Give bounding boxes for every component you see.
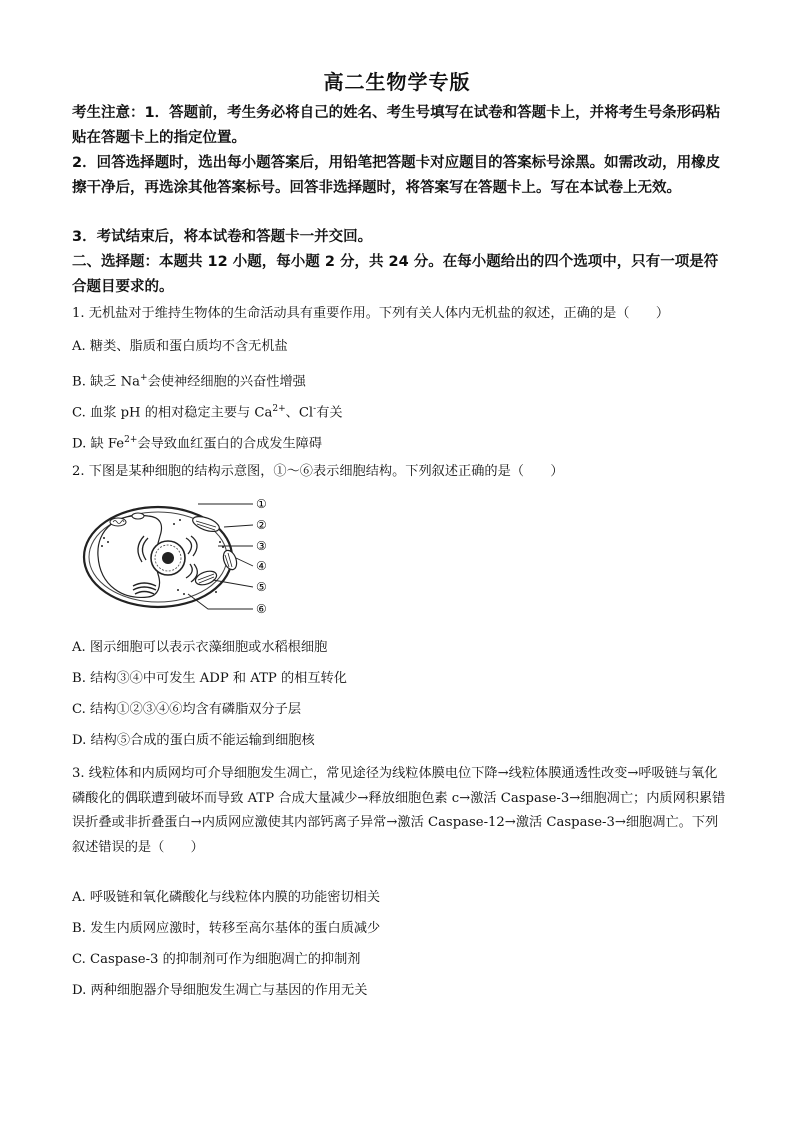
q1-option-d: D. 缺 $Fe^{2+}$会导致血红蛋白的合成发生障碍 <box>72 435 323 452</box>
q2-option-c: C. 结构①②③④⑥均含有磷脂双分子层 <box>72 702 302 717</box>
nucleolus <box>162 552 174 564</box>
label-4: ④ <box>256 559 267 573</box>
label-5: ⑤ <box>256 580 267 594</box>
notice-3: 3．考试结束后，将本试卷和答题卡一并交回。 <box>72 229 373 245</box>
page-title: 高二生物学专版 <box>323 70 471 94</box>
label-6: ⑥ <box>256 602 267 616</box>
q3-option-a: A. 呼吸链和氧化磷酸化与线粒体内膜的功能密切相关 <box>72 890 381 905</box>
label-2: ② <box>256 518 267 532</box>
chloroplast-top <box>191 514 221 535</box>
q3-option-d: D. 两种细胞器介导细胞发生凋亡与基因的作用无关 <box>72 983 368 998</box>
q1-option-c: C. 血浆 pH 的相对稳定主要与 $Ca^{2+}$、Cl-有关 <box>72 404 343 421</box>
q3-option-b: B. 发生内质网应激时，转移至高尔基体的蛋白质减少 <box>72 921 381 936</box>
notice-2: 2．回答选择题时，选出每小题答案后，用铅笔把答题卡对应题目的答案标号涂黑。如需改动，用橡皮擦干净后，再选涂其他答案标号。回答非选择题时，将答案写在答题卡上。写在本试卷上无效。 <box>72 155 721 196</box>
question-3-stem: 3. 线粒体和内质网均可介导细胞发生凋亡，常见途径为线粒体膜电位下降→线粒体膜通透性改变→呼吸链与氧化磷酸化的偶联遭到破坏而导致 ATP 合成大量减少→释放细胞色素 c→激活 Caspase-3→细胞凋亡；内质网积累错误折叠或非折叠蛋白→内质网应激使其内部钙离子异常→激活 Caspase-12→激活 Caspase-3→细胞凋亡。下列叙述错误的是（ ） <box>72 766 726 855</box>
cell-structure-diagram <box>78 494 278 622</box>
q3-option-c: C. Caspase-3 的抑制剂可作为细胞凋亡的抑制剂 <box>72 952 361 967</box>
section-heading: 二、选择题：本题共 12 小题，每小题 2 分，共 24 分。在每小题给出的四个选项中，只有一项是符合题目要求的。 <box>72 254 719 295</box>
mitochondrion-small <box>132 513 144 519</box>
question-1-stem: 1. 无机盐对于维持生物体的生命活动具有重要作用。下列有关人体内无机盐的叙述，正确的是（ ） <box>72 306 670 321</box>
q2-option-b: B. 结构③④中可发生 ADP 和 ATP 的相互转化 <box>72 671 347 686</box>
q2-option-a: A. 图示细胞可以表示衣藻细胞或水稻根细胞 <box>72 640 328 655</box>
q1-option-b: B. 缺乏 Na+会使神经细胞的兴奋性增强 <box>72 373 306 390</box>
chloroplast-right <box>221 549 239 572</box>
mitochondrion-left <box>110 518 126 526</box>
notice-1: 考生注意：1．答题前，考生务必将自己的姓名、考生号填写在试卷和答题卡上，并将考生号条形码粘贴在答题卡上的指定位置。 <box>72 105 721 146</box>
label-1: ① <box>256 497 267 511</box>
q1-option-a: A. 糖类、脂质和蛋白质均不含无机盐 <box>72 339 288 354</box>
q2-option-d: D. 结构⑤合成的蛋白质不能运输到细胞核 <box>72 733 315 748</box>
label-3: ③ <box>256 539 267 553</box>
question-2-stem: 2. 下图是某种细胞的结构示意图，①～⑥表示细胞结构。下列叙述正确的是（ ） <box>72 464 564 479</box>
